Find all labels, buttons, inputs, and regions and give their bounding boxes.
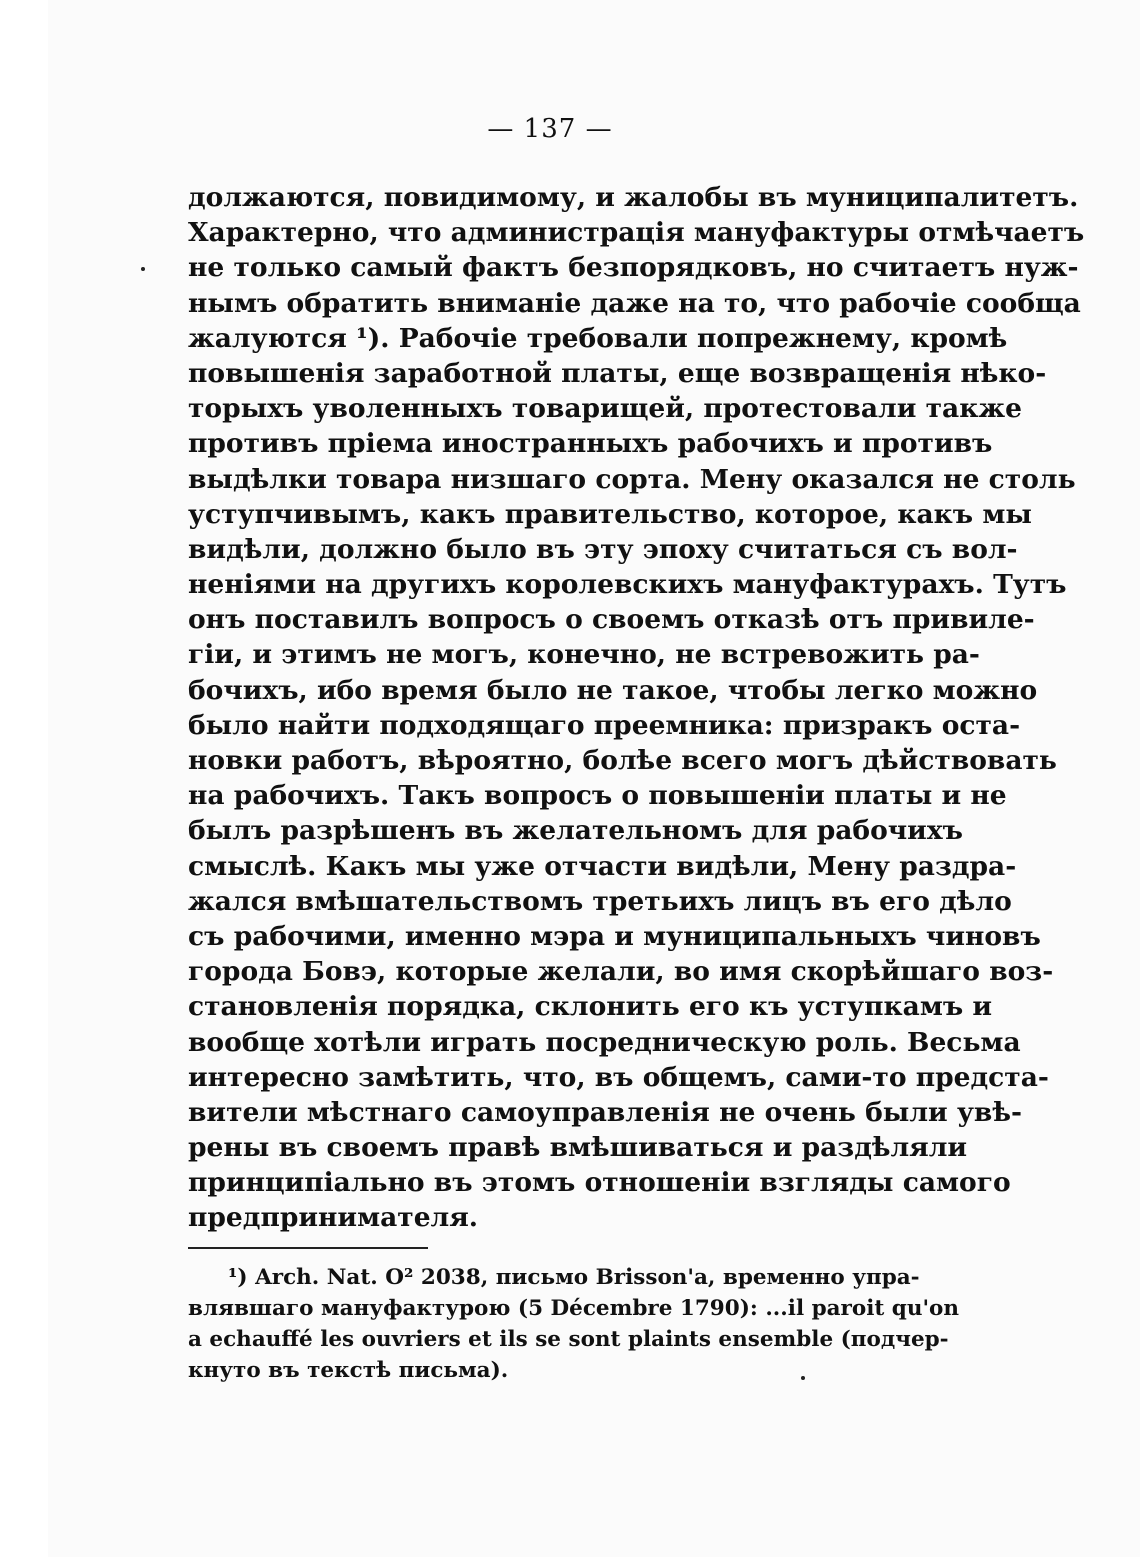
text-line: принципіально въ этомъ отношеніи взгляды самого bbox=[188, 1167, 1011, 1199]
text-line: было найти подходящаго преемника: призракъ оста- bbox=[188, 709, 1021, 741]
page-number: — 137 — bbox=[487, 114, 613, 144]
scan-margin bbox=[0, 0, 48, 1557]
text-line: былъ разрѣшенъ въ желательномъ для рабочихъ bbox=[188, 815, 963, 847]
text-line: новки работъ, вѣроятно, болѣе всего могъ дѣйствовать bbox=[188, 745, 1057, 776]
text-line: жалуются ¹). Рабочіе требовали попрежнему, кромѣ bbox=[188, 322, 1008, 354]
main-text-block bbox=[188, 180, 1085, 1236]
text-line: видѣли, должно было въ эту эпоху считаться съ вол- bbox=[188, 533, 1018, 565]
text-line: Характерно, что администрація мануфактуры отмѣчаетъ bbox=[188, 217, 1085, 249]
text-line: предпринимателя. bbox=[188, 1202, 479, 1234]
text-line: города Бовэ, которые желали, во имя скорѣйшаго воз- bbox=[188, 956, 1054, 988]
footnote-line: a echauffé les ouvriers et ils se sont plaints ensemble (подчер- bbox=[188, 1327, 949, 1352]
text-line: не только самый фактъ безпорядковъ, но считаетъ нуж- bbox=[188, 252, 1079, 284]
footnote-line: кнуто въ текстѣ письма). bbox=[188, 1358, 509, 1383]
text-line: съ рабочими, именно мэра и муниципальныхъ чиновъ bbox=[188, 920, 1041, 952]
text-line: торыхъ уволенныхъ товарищей, протестовали также bbox=[188, 393, 1022, 425]
text-line: выдѣлки товара низшаго сорта. Мену оказался не столь bbox=[188, 463, 1076, 495]
text-line: онъ поставилъ вопросъ о своемъ отказѣ отъ привиле- bbox=[188, 604, 1035, 636]
text-line: неніями на другихъ королевскихъ мануфактурахъ. Тутъ bbox=[188, 569, 1067, 601]
text-line: рены въ своемъ правѣ вмѣшиваться и раздѣляли bbox=[188, 1132, 968, 1164]
text-line: гіи, и этимъ не могъ, конечно, не встревожить ра- bbox=[188, 639, 980, 671]
text-line: жался вмѣшательствомъ третьихъ лицъ въ его дѣло bbox=[188, 885, 1012, 917]
footnote-divider bbox=[188, 1247, 428, 1249]
footnote-line: влявшаго мануфактурою (5 Décembre 1790): ...il paroit qu'on bbox=[188, 1296, 960, 1321]
text-line: интересно замѣтить, что, въ общемъ, сами-то предста- bbox=[188, 1061, 1049, 1093]
text-line: на рабочихъ. Такъ вопросъ о повышеніи платы и не bbox=[188, 780, 1007, 812]
footnote-line: ¹) Arch. Nat. O² 2038, письмо Brisson'a, временно упра- bbox=[228, 1265, 920, 1290]
text-line: нымъ обратить вниманіе даже на то, что рабочіе сообща bbox=[188, 287, 1081, 319]
text-line: повышенія заработной платы, еще возвращенія нѣко- bbox=[188, 357, 1047, 389]
text-line: бочихъ, ибо время было не такое, чтобы легко можно bbox=[188, 674, 1038, 706]
text-line: становленія порядка, склонить его къ уступкамъ и bbox=[188, 991, 993, 1023]
text-line: вообще хотѣли играть посредническую роль. Весьма bbox=[188, 1026, 1021, 1058]
text-line: должаются, повидимому, и жалобы въ муниципалитетъ. bbox=[188, 182, 1079, 213]
text-line: смыслѣ. Какъ мы уже отчасти видѣли, Мену раздра- bbox=[188, 850, 1017, 882]
scan-speck bbox=[801, 1376, 805, 1380]
scan-speck bbox=[141, 267, 145, 271]
text-line: уступчивымъ, какъ правительство, которое, какъ мы bbox=[188, 498, 1032, 530]
text-line: вители мѣстнаго самоуправленія не очень были увѣ- bbox=[188, 1096, 1022, 1128]
footnote-block bbox=[188, 1262, 960, 1386]
text-line: противъ пріема иностранныхъ рабочихъ и противъ bbox=[188, 428, 993, 460]
